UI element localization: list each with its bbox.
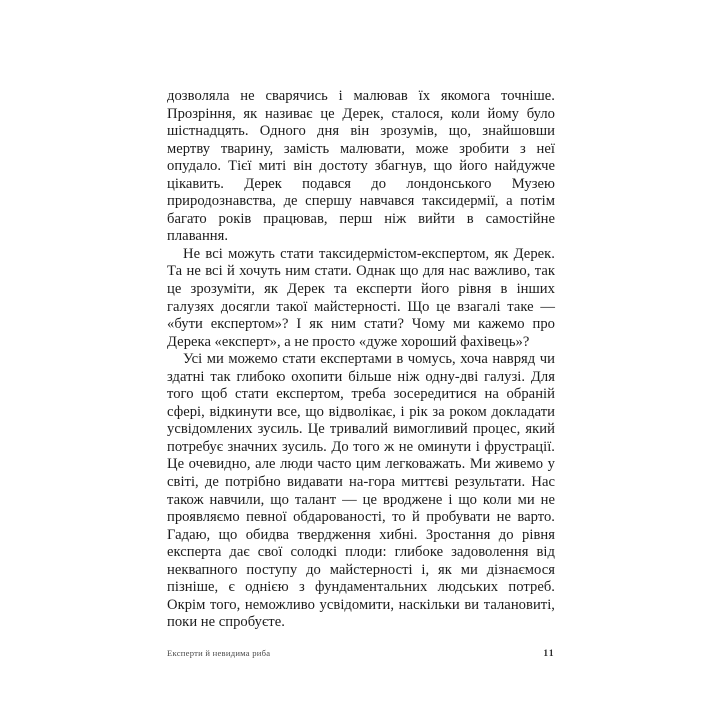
- running-head-title: Експерти й невидима риба: [167, 648, 271, 658]
- page-footer: [167, 648, 555, 659]
- paragraph: Усі ми можемо стати експертами в чомусь, хоча навряд чи здатні так глибоко охопити більше ніж одну-дві галузі. Для того щоб стати експертом, треба зосередитися на обраній сфері, відкинути все, що відволікає, і рік за роком докладати усвідомлених зусиль. Це тривалий вимогливий процес, який потребує значних зусиль. До того ж не оминути і фрустрації. Це очевидно, але люди часто цим легковажать. Ми живемо у світі, де потрібно видавати на-гора миттєві результати. Нас також навчили, що талант — це вроджене і що коли ми не проявляємо певної обдарованості, то й пробувати не варто. Гадаю, що обидва твердження хибні. Зростання до рівня експерта дає свої солодкі плоди: глибоке задоволення від неквапного поступу до майстерності і, як ми дізнаємося пізніше, є однією з фундаментальних людських потреб. Окрім того, неможливо усвідомити, наскільки ви талановиті, поки не спробуєте.: [167, 351, 555, 631]
- paragraph: Не всі можуть стати таксидермістом-експертом, як Дерек. Та не всі й хочуть ним стати. Однак що для нас важливо, так це зрозуміти, як Дерек та експерти його рівня в інших галузях досягли такої майстерності. Що це взагалі таке — «бути експертом»? І як ним стати? Чому ми кажемо про Дерека «експерт», а не просто «дуже хороший фахівець»?: [167, 245, 555, 350]
- body-text-block: [167, 88, 555, 632]
- paragraph: дозволяла не сварячись і малював їх якомога точніше. Прозріння, як називає це Дерек, сталося, коли йому було шістнадцять. Одного дня він зрозумів, що, знайшовши мертву тварину, замість малювати, може зробити з неї опудало. Тієї миті він достоту збагнув, що його найдужче цікавить. Дерек подався до лондонського Музею природознавства, де спершу навчався таксидермії, а потім багато років працював, перш ніж вийти в самостійне плавання.: [167, 88, 555, 245]
- page-number: 11: [543, 649, 555, 659]
